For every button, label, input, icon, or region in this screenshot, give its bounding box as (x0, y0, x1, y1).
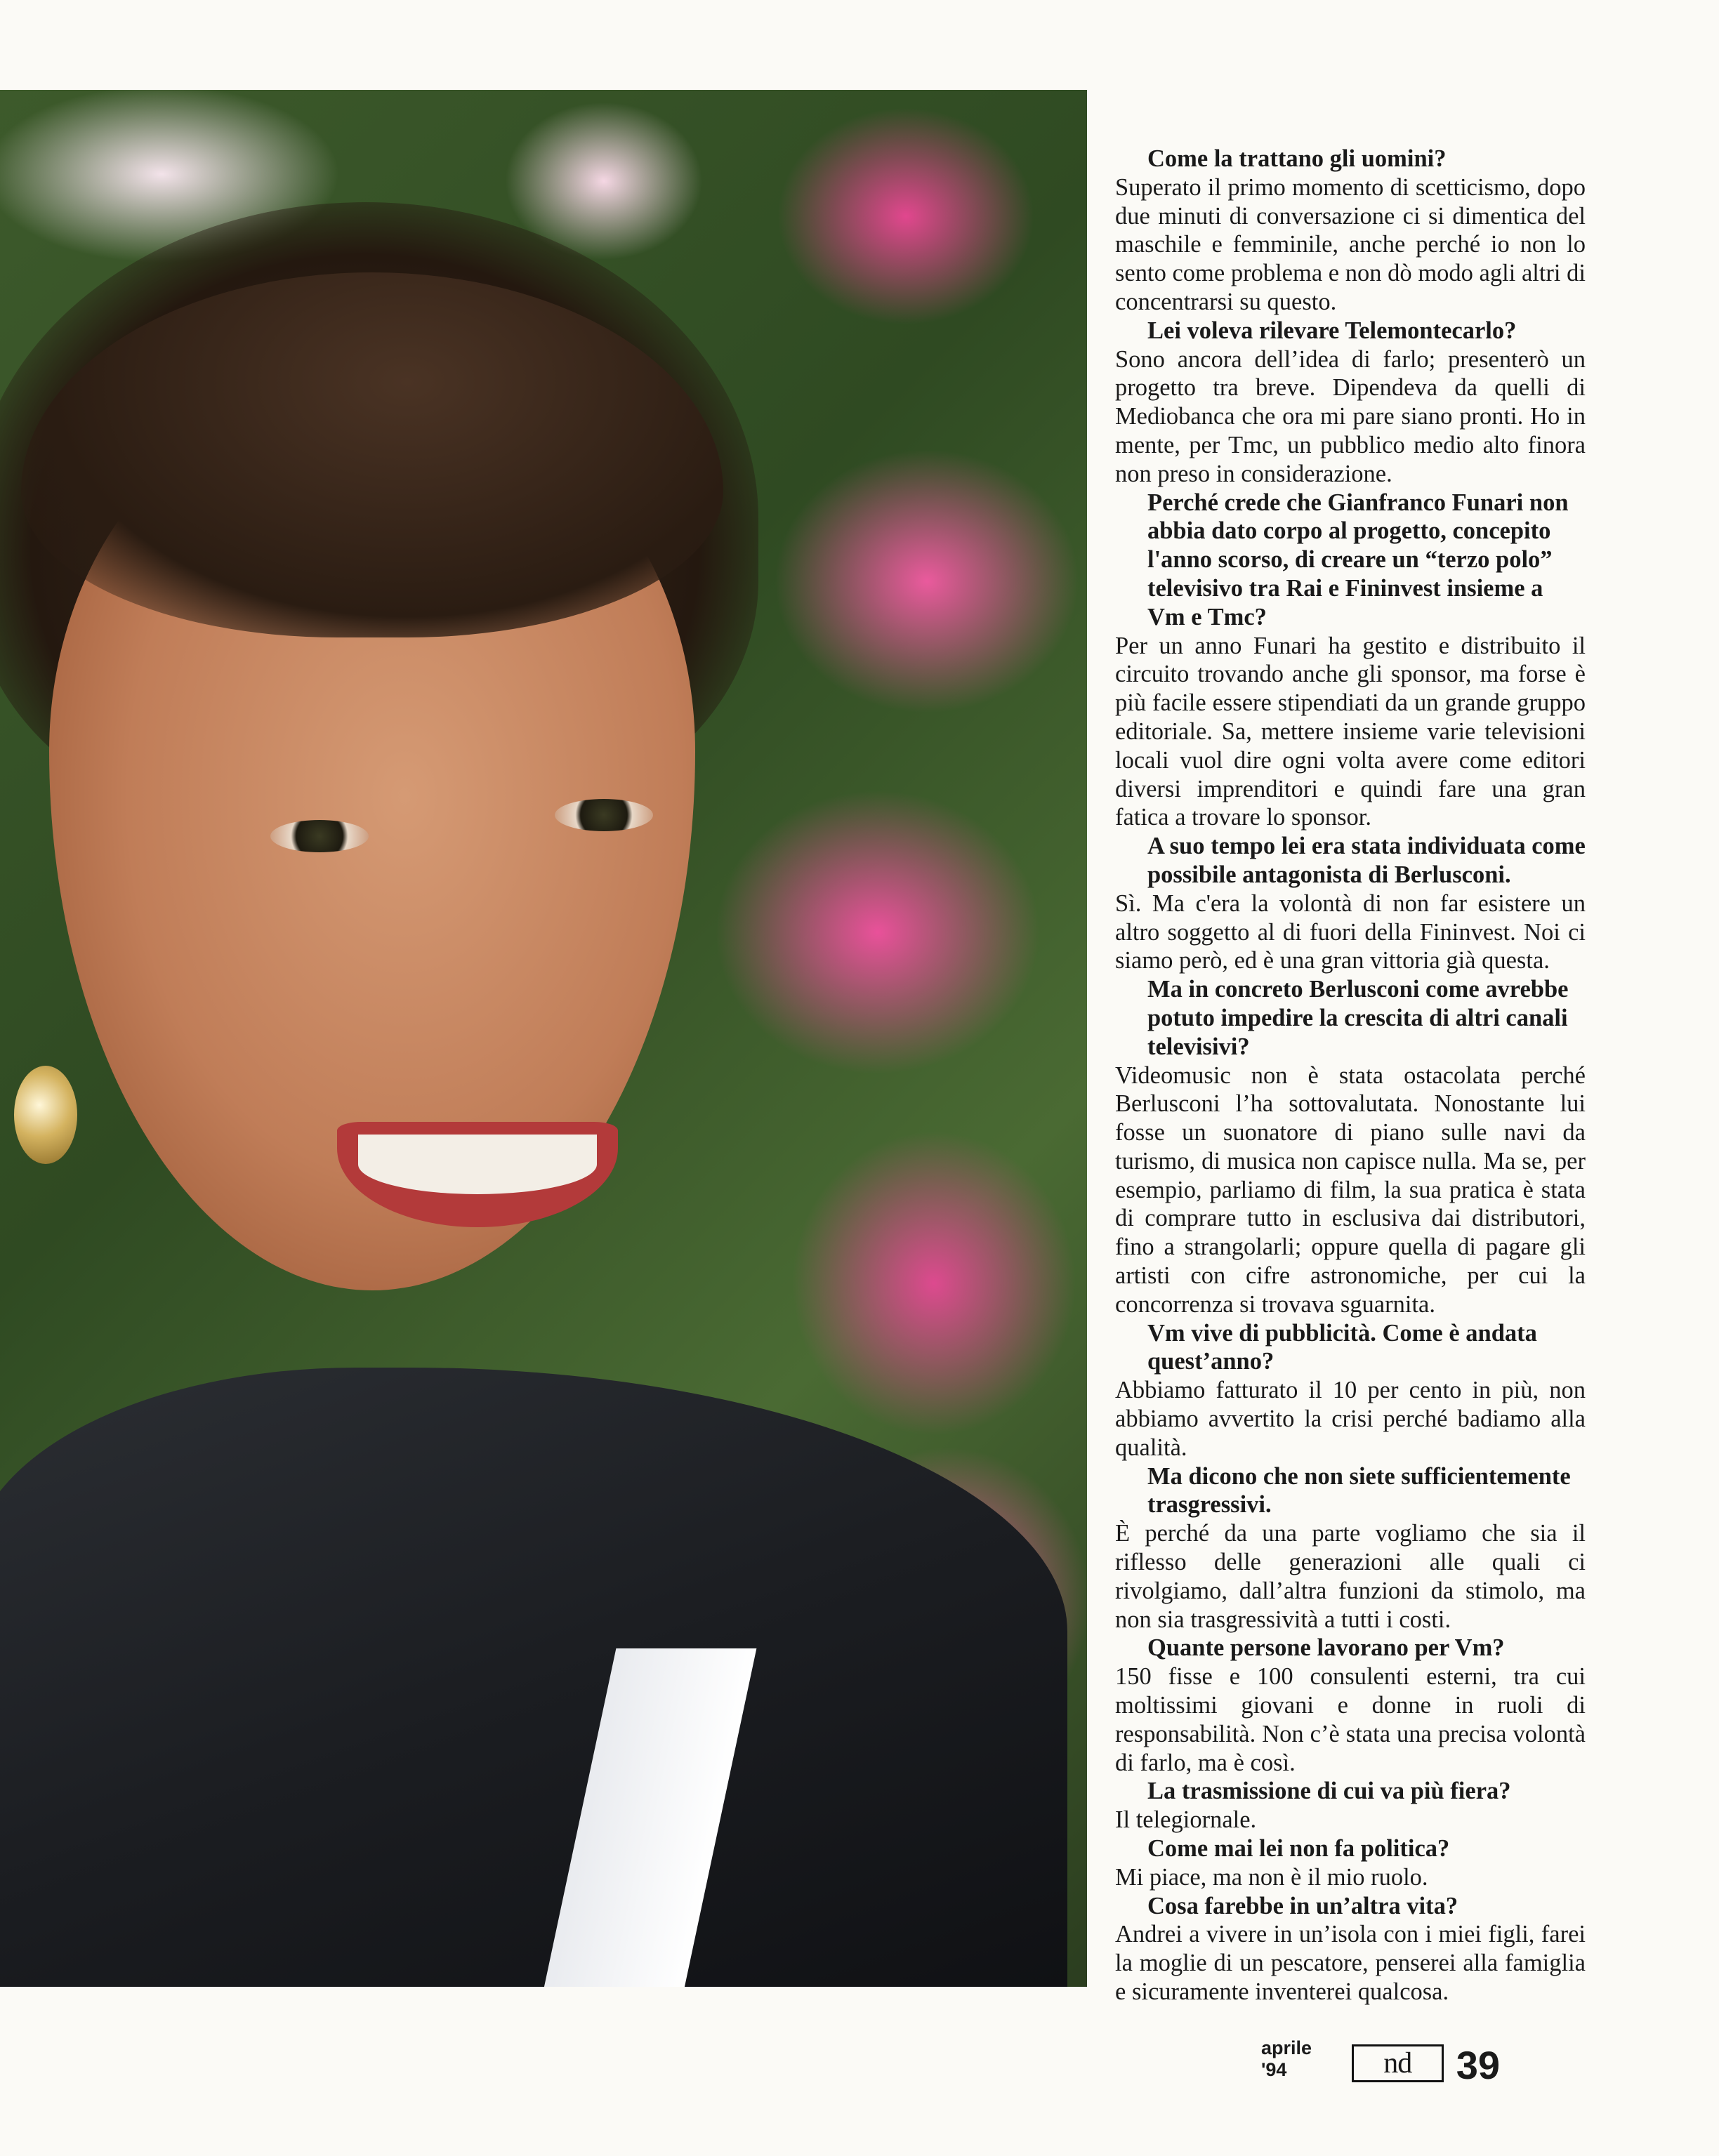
question: Ma in concreto Berlusconi come avrebbe potuto impedire la crescita di altri canali televisivi? (1147, 976, 1569, 1060)
answer: Andrei a vivere in un’isola con i miei figli, farei la moglie di un pescatore, penserei alla famiglia e sicuramente inventerei qualcosa. (1115, 1921, 1586, 2005)
photo-left-eye (270, 820, 369, 852)
question: Ma dicono che non siete sufficientemente trasgressivi. (1147, 1462, 1571, 1519)
answer: Superato il primo momento di scetticismo, dopo due minuti di conversazione ci si dimentica del maschile e femminile, anche perché io non lo sento come problema e non dò modo agli altri di concentrarsi su questo. (1115, 173, 1586, 315)
question: A suo tempo lei era stata individuata come possibile antagonista di Berlusconi. (1147, 833, 1586, 888)
page-footer (1261, 2036, 1500, 2085)
answer: È perché da una parte vogliamo che sia il riflesso delle generazioni alle quali ci rivolgiamo, dall’altra funzioni da stimolo, ma non sia trasgressività a tutti i costi. (1115, 1520, 1586, 1633)
question: Lei voleva rilevare Telemontecarlo? (1147, 317, 1517, 344)
answer: Abbiamo fatturato il 10 per cento in più, non abbiamo avvertito la crisi perché badiamo alla qualità. (1115, 1377, 1586, 1461)
question: La trasmissione di cui va più fiera? (1147, 1778, 1511, 1805)
interview-text (1115, 145, 1586, 2006)
answer: Il telegiornale. (1115, 1806, 1257, 1834)
photo-earring (14, 1066, 77, 1164)
question: Quante persone lavorano per Vm? (1147, 1634, 1505, 1662)
portrait-photo (0, 90, 1087, 1987)
answer: Per un anno Funari ha gestito e distribuito il circuito trovando anche gli sponsor, ma forse è più facile essere stipendiati da un grande gruppo editoriale. Sa, mettere insieme varie televisioni locali vuol dire ogni volta avere come editori diversi imprenditori e quindi fare una gran fatica a trovare lo sponsor. (1115, 632, 1586, 831)
question: Perché crede che Gianfranco Funari non abbia dato corpo al progetto, concepito l'anno scorso, di creare un “terzo polo” televisivo tra Rai e Fininvest insieme a Vm e Tmc? (1147, 489, 1569, 630)
answer: Videomusic non è stata ostacolata perché Berlusconi l’ha sottovalutata. Nonostante lui fosse un suonatore di piano sulle navi da turismo, di musica non capisce nulla. Ma se, per esempio, parliamo di film, la sua pratica è stata di comprare tutto in esclusiva dai distributori, fino a strangolarli; oppure quella di pagare gli artisti con cifre astronomiche, per cui la concorrenza si trovava sguarnita. (1115, 1062, 1586, 1318)
page-number: 39 (1456, 2043, 1500, 2087)
photo-right-eye (555, 799, 653, 831)
question: Come mai lei non fa politica? (1147, 1835, 1450, 1863)
magazine-logo: nd (1352, 2044, 1444, 2082)
answer: Mi piace, ma non è il mio ruolo. (1115, 1863, 1428, 1891)
answer: 150 fisse e 100 consulenti esterni, tra cui moltissimi giovani e donne in ruoli di responsabilità. Non c’è stata una precisa volontà di farlo, ma è così. (1115, 1663, 1586, 1776)
question: Cosa farebbe in un’altra vita? (1147, 1892, 1458, 1919)
answer: Sono ancora dell’idea di farlo; presenterò un progetto tra breve. Dipendeva da quelli di Mediobanca che ora mi pare siano pronti. Ho in mente, per Tmc, un pubblico medio alto finora non preso in considerazione. (1115, 345, 1586, 487)
issue-date: aprile '94 (1261, 2037, 1312, 2080)
answer: Sì. Ma c'era la volontà di non far esistere un altro soggetto al di fuori della Fininvest. Noi ci siamo però, ed è una gran vittoria già questa. (1115, 889, 1586, 974)
question: Come la trattano gli uomini? (1147, 145, 1447, 172)
photo-jacket (0, 1368, 1067, 1987)
question: Vm vive di pubblicità. Come è andata quest’anno? (1147, 1319, 1537, 1375)
